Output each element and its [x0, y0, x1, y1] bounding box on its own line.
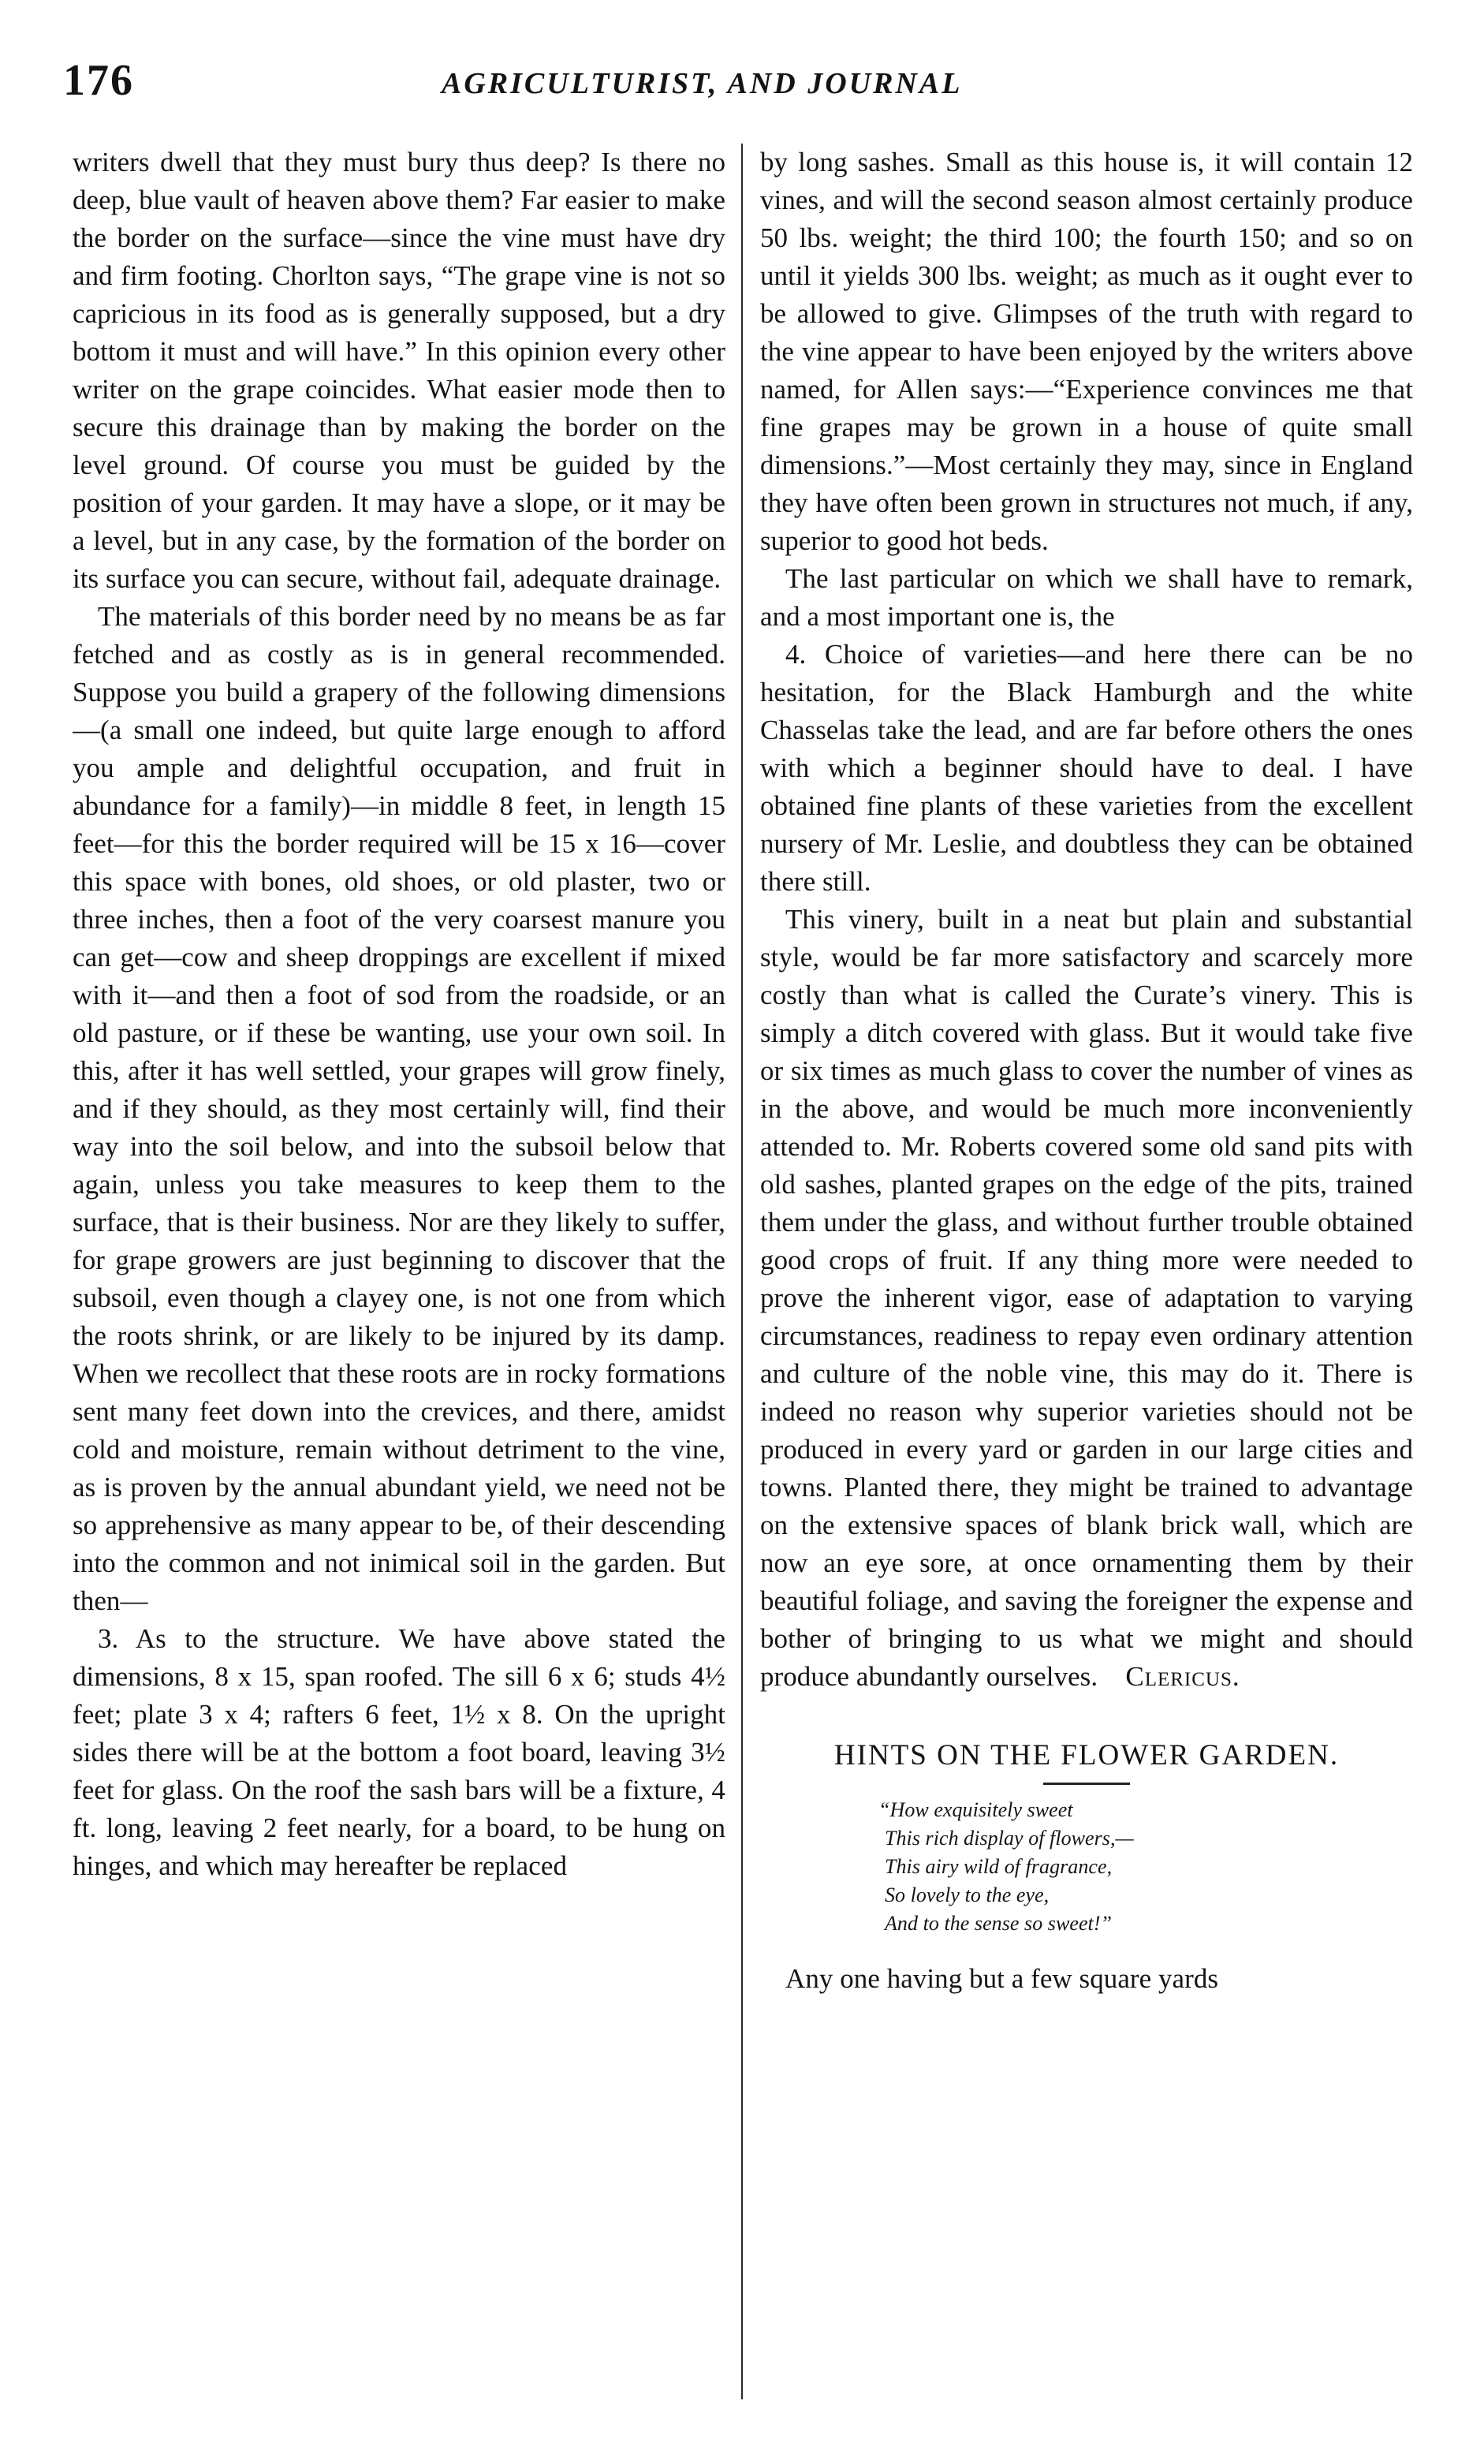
- section-title: HINTS ON THE FLOWER GARDEN.: [833, 1739, 1340, 1771]
- paragraph-flower-garden: Any one having but a few square yards: [785, 1963, 1219, 1994]
- vinery-text: This vinery, built in a neat but plain and substantial style, would be far more satisfactory and scarcely more costly than what is called the Curate’s vinery. This is simply a ditch covered with glass. But it would take five or six times as much glass to cover the number of vines as in the above, and would be much more inconveniently attended to. Mr. Roberts covered some old sand pits with old sashes, planted grapes on the edge of the pits, trained them under the glass, and without further trouble obtained good crops of fruit. If any thing more were needed to prove the inherent vigor, ease of adaptation to varying circumstances, readiness to repay even ordinary attention and culture of the noble vine, this may do it. There is indeed no reason why superior varieties should not be produced in every yard or garden in our large cities and towns. Planted there, they might be trained to advantage on the extensive spaces of blank brick wall, which are now an eye sore, at once ornamenting them by their beautiful foliage, and saving the foreigner the expense and bother of bringing to us what we might and should produce abundantly ourselves.: [760, 904, 1413, 1692]
- epigraph-line: And to the sense so sweet!”: [885, 1912, 1113, 1935]
- page-number: 176: [63, 56, 134, 105]
- paragraph-structure: 3. As to the structure. We have above stated the dimensions, 8 x 15, span roofed. The sill 6 x 6; studs 4½ feet; plate 3 x 4; rafters 6 feet, 1½ x 8. On the upright sides there will be at the bottom a foot board, leaving 3½ feet for glass. On the roof the sash bars will be a fixture, 4 ft. long, leaving 2 feet nearly, for a board, to be hung on hinges, and which may hereafter be replaced: [73, 1623, 725, 1881]
- paragraph-sashes: by long sashes. Small as this house is, it will contain 12 vines, and will the second season almost certainly produce 50 lbs. weight; the third 100; the fourth 150; and so on until it yields 300 lbs. weight; as much as it ought ever to be allowed to give. Glimpses of the truth with regard to the vine appear to have been enjoyed by the writers above named, for Allen says:—“Experience convinces me that fine grapes may be grown in a house of quite small dimensions.”—Most certainly they may, since in England they have often been grown in structures not much, if any, superior to good hot beds.: [760, 147, 1413, 556]
- running-head: AGRICULTURIST, AND JOURNAL: [442, 67, 963, 100]
- journal-page: [63, 55, 1419, 2414]
- page-header: [63, 55, 1419, 128]
- paragraph-border-materials: The materials of this border need by no means be as far fetched and as costly as is in general recommended. Suppose you build a grapery of the following dimensions—(a small one indeed, but quite large enough to afford you ample and delightful occupation, and fruit in abundance for a family)—in middle 8 feet, in length 15 feet—for this the border required will be 15 x 16—cover this space with bones, old shoes, or old plaster, two or three inches, then a foot of the very coarsest manure you can get—cow and sheep droppings are excellent if mixed with it—and then a foot of sod from the roadside, or an old pasture, or if these be wanting, use your own soil. In this, after it has well settled, your grapes will grow finely, and if they should, as they most certainly will, find their way into the soil below, and into the subsoil below that again, unless you take measures to keep them to the surface, that is their business. Nor are they likely to suffer, for grape growers are just beginning to discover that the subsoil, even though a clayey one, is not one from which the roots shrink, or are likely to be injured by its damp. When we recollect that these roots are in rocky formations sent many feet down into the crevices, and there, amidst cold and moisture, remain without detriment to the vine, as is proven by the annual abundant yield, we need not be so apprehensive as many appear to be, of their descending into the common and not inimical soil in the garden. But then—: [73, 601, 725, 1616]
- text-columns: [63, 144, 1419, 2407]
- epigraph-line: So lovely to the eye,: [885, 1883, 1050, 1906]
- column-divider: [741, 144, 743, 2399]
- left-column: [73, 144, 725, 2407]
- paragraph-last-particular: The last particular on which we shall have to remark, and a most important one is, the: [760, 563, 1413, 632]
- right-column: [760, 144, 1413, 2407]
- paragraph-varieties: 4. Choice of varieties—and here there can be no hesitation, for the Black Hamburgh and the white Chasselas take the lead, and are far before others the ones with which a beginner should have to deal. I have obtained fine plants of these varieties from the excellent nursery of Mr. Leslie, and doubtless they can be obtained there still.: [760, 639, 1413, 897]
- paragraph-drainage: writers dwell that they must bury thus deep? Is there no deep, blue vault of heaven above them? Far easier to make the border on the surface—since the vine must have dry and firm footing. Chorlton says, “The grape vine is not so capricious in its food as is generally supposed, but a dry bottom it must and will have.” In this opinion every other writer on the grape coincides. What easier mode then to secure this drainage than by making the border on the level ground. Of course you must be guided by the position of your garden. It may have a slope, or it may be a level, but in any case, by the formation of the border on its surface you can secure, without fail, adequate drainage.: [73, 147, 725, 594]
- title-rule: [1043, 1783, 1130, 1785]
- epigraph-line: “How exquisitely sweet: [878, 1798, 1073, 1821]
- epigraph-line: This rich display of flowers,—: [885, 1827, 1134, 1850]
- epigraph-line: This airy wild of fragrance,: [885, 1855, 1113, 1878]
- paragraph-vinery: [760, 901, 1413, 1696]
- epigraph: [878, 1796, 1413, 1938]
- author-signature: Clericus.: [1125, 1661, 1240, 1692]
